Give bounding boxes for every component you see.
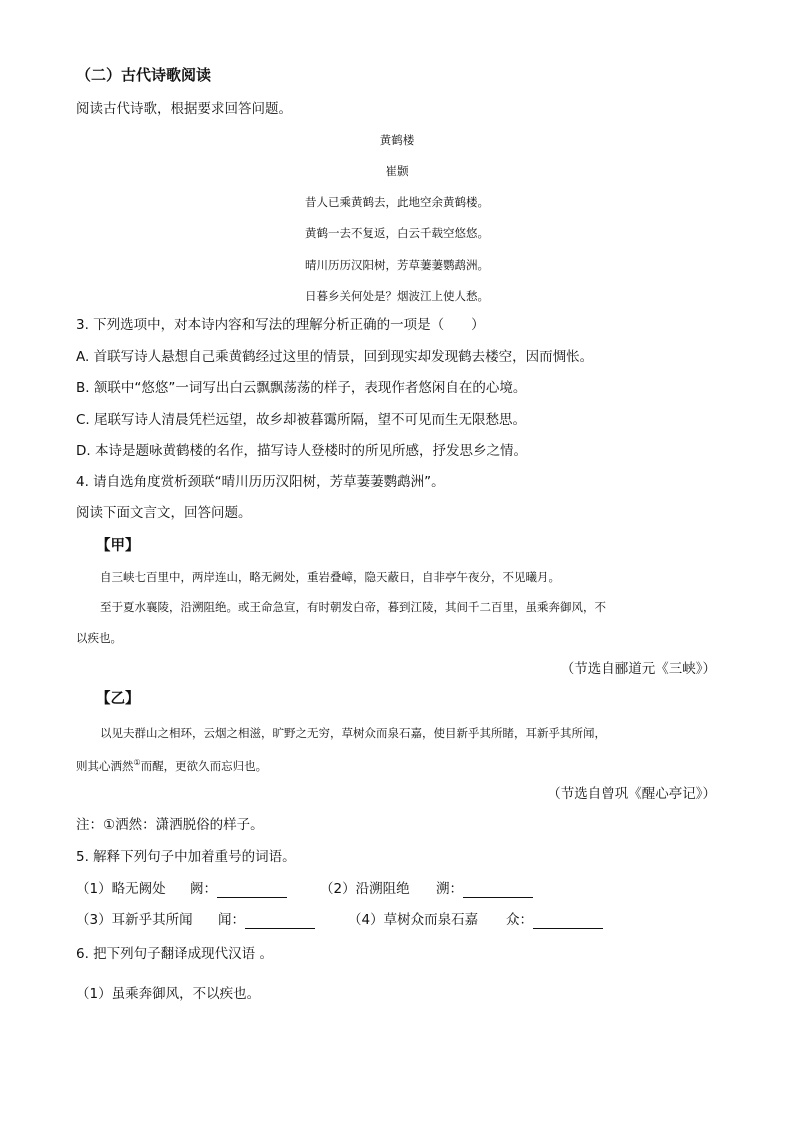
question-5-word: 众： bbox=[506, 912, 533, 928]
poem-title: 黄鹤楼 bbox=[379, 133, 415, 147]
question-5-sentence: （4）草树众而泉石嘉 bbox=[348, 912, 479, 928]
footnote-marker: ① bbox=[133, 758, 141, 767]
passage-yi-source: （节选自曾巩《醒心亭记》） bbox=[547, 786, 716, 802]
passage-yi-label: 【乙】 bbox=[96, 691, 140, 707]
answer-blank[interactable] bbox=[217, 883, 287, 898]
passage-yi-text-part: 则其心洒然 bbox=[76, 758, 134, 773]
question-5-answer bbox=[506, 911, 603, 929]
passage-jia-text: 自三峡七百里中，两岸连山，略无阙处，重岩叠嶂，隐天蔽日，自非亭午夜分，不见曦月。 bbox=[100, 570, 560, 584]
question-5-word: 阙： bbox=[190, 881, 217, 897]
poem-author: 崔颢 bbox=[385, 164, 409, 178]
question-5-stem: 5. 解释下列句子中加着重号的词语。 bbox=[76, 849, 296, 865]
question-5-item bbox=[76, 911, 193, 929]
passage-jia-text: 至于夏水襄陵，沿溯阻绝。或王命急宣，有时朝发白帝，暮到江陵，其间千二百里，虽乘奔御风，不 bbox=[100, 600, 606, 614]
question-5-answer bbox=[190, 880, 287, 898]
passage-jia-text: 以疾也。 bbox=[76, 631, 122, 645]
intro-text: 阅读古代诗歌，根据要求回答问题。 bbox=[76, 101, 292, 117]
passage-yi-text bbox=[76, 754, 267, 775]
question-5-word: 闻： bbox=[218, 912, 245, 928]
question-5-item bbox=[76, 880, 166, 898]
passage-jia-label: 【甲】 bbox=[96, 538, 140, 554]
classical-intro: 阅读下面文言文，回答问题。 bbox=[76, 505, 252, 521]
question-5-sentence: （3）耳新乎其所闻 bbox=[76, 912, 193, 928]
answer-blank[interactable] bbox=[463, 883, 533, 898]
question-4: 4. 请自选角度赏析颈联“晴川历历汉阳树，芳草萋萋鹦鹉洲”。 bbox=[76, 474, 445, 490]
question-5-sentence: （2）沿溯阻绝 bbox=[320, 881, 410, 897]
question-6-item: （1）虽乘奔御风，不以疾也。 bbox=[76, 986, 261, 1002]
poem-line: 日暮乡关何处是？烟波江上使人愁。 bbox=[305, 289, 489, 303]
question-5-word: 溯： bbox=[436, 881, 463, 897]
answer-blank[interactable] bbox=[245, 914, 315, 929]
passage-yi-text-part: 而醒，更欲久而忘归也。 bbox=[140, 758, 268, 773]
question-3-option-b: B. 颔联中“悠悠”一词写出白云飘飘荡荡的样子，表现作者悠闲自在的心境。 bbox=[76, 380, 527, 396]
question-5-sentence: （1）略无阙处 bbox=[76, 881, 166, 897]
question-6-stem: 6. 把下列句子翻译成现代汉语 。 bbox=[76, 946, 273, 962]
question-3-option-d: D. 本诗是题咏黄鹤楼的名作，描写诗人登楼时的所见所感，抒发思乡之情。 bbox=[76, 443, 527, 459]
question-5-item bbox=[320, 880, 410, 898]
question-3-option-a: A. 首联写诗人悬想自己乘黄鹤经过这里的情景，回到现实却发现鹤去楼空，因而惆怅。 bbox=[76, 349, 594, 365]
question-3-stem: 3. 下列选项中，对本诗内容和写法的理解分析正确的一项是（ ） bbox=[76, 317, 485, 333]
poem-line: 晴川历历汉阳树，芳草萋萋鹦鹉洲。 bbox=[305, 258, 489, 272]
poem-line: 昔人已乘黄鹤去，此地空余黄鹤楼。 bbox=[305, 195, 489, 209]
section-title: （二）古代诗歌阅读 bbox=[76, 66, 212, 84]
question-5-answer bbox=[436, 880, 533, 898]
question-5-item bbox=[348, 911, 478, 929]
passage-jia-source: （节选自郦道元《三峡》） bbox=[560, 661, 716, 677]
question-5-answer bbox=[218, 911, 315, 929]
answer-blank[interactable] bbox=[533, 914, 603, 929]
footnote: 注：①洒然：潇洒脱俗的样子。 bbox=[76, 817, 264, 833]
passage-yi-text: 以见夫群山之相环，云烟之相滋，旷野之无穷，草树众而泉石嘉，使目新乎其所睹，耳新乎其所闻， bbox=[100, 726, 606, 740]
question-3-option-c: C. 尾联写诗人清晨凭栏远望，故乡却被暮霭所隔，望不可见而生无限愁思。 bbox=[76, 412, 527, 428]
poem-line: 黄鹤一去不复返，白云千载空悠悠。 bbox=[305, 226, 489, 240]
